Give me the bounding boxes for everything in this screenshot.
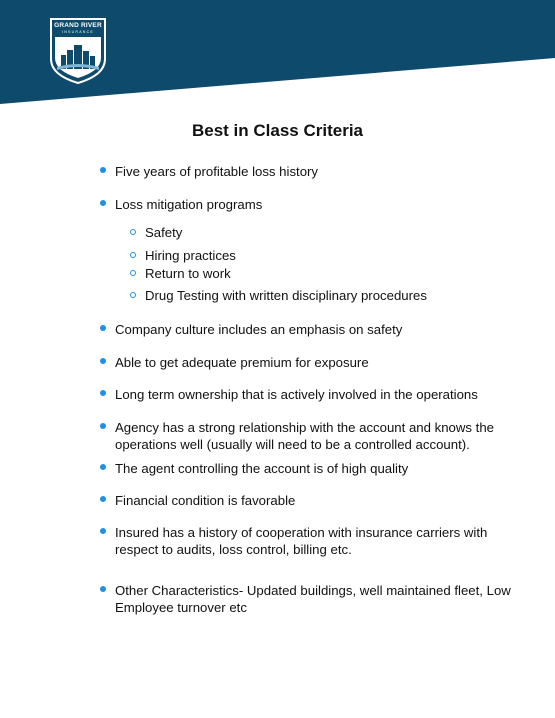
logo-title: GRAND RIVER (54, 22, 102, 29)
list-item: Able to get adequate premium for exposure (115, 355, 369, 370)
logo-subtitle: INSURANCE (62, 30, 94, 34)
list-item: Financial condition is favorable (115, 493, 296, 508)
list-item: Agency has a strong relationship with the account and knows the (115, 420, 495, 435)
bullet-icon (100, 167, 106, 173)
company-logo (49, 17, 107, 85)
list-item: Long term ownership that is actively involved in the operations (115, 387, 478, 402)
bullet-icon (100, 325, 106, 331)
list-item-continuation: Employee turnover etc (115, 600, 247, 615)
sub-bullet-icon (130, 229, 136, 235)
bullet-icon (100, 423, 106, 429)
bullet-icon (100, 586, 106, 592)
sub-list-item: Drug Testing with written disciplinary procedures (145, 288, 427, 303)
list-item-continuation: respect to audits, loss control, billing etc. (115, 542, 352, 557)
bullet-icon (100, 528, 106, 534)
list-item: Company culture includes an emphasis on safety (115, 322, 403, 337)
sub-bullet-icon (130, 292, 136, 298)
list-item: Loss mitigation programs (115, 197, 263, 212)
list-item: Insured has a history of cooperation with insurance carriers with (115, 525, 488, 540)
list-item: The agent controlling the account is of high quality (115, 461, 409, 476)
bullet-icon (100, 390, 106, 396)
sub-list-item: Hiring practices (145, 248, 236, 263)
sub-list-item: Return to work (145, 266, 231, 281)
sub-bullet-icon (130, 270, 136, 276)
sub-list-item: Safety (145, 225, 183, 240)
list-item: Other Characteristics- Updated buildings, well maintained fleet, Low (115, 583, 511, 598)
list-item: Five years of profitable loss history (115, 164, 319, 179)
bullet-icon (100, 496, 106, 502)
sub-bullet-icon (130, 252, 136, 258)
list-item-continuation: operations well (usually will need to be a controlled account). (115, 437, 470, 452)
bullet-icon (100, 464, 106, 470)
bullet-icon (100, 358, 106, 364)
page-title: Best in Class Criteria (191, 121, 363, 140)
bullet-icon (100, 200, 106, 206)
